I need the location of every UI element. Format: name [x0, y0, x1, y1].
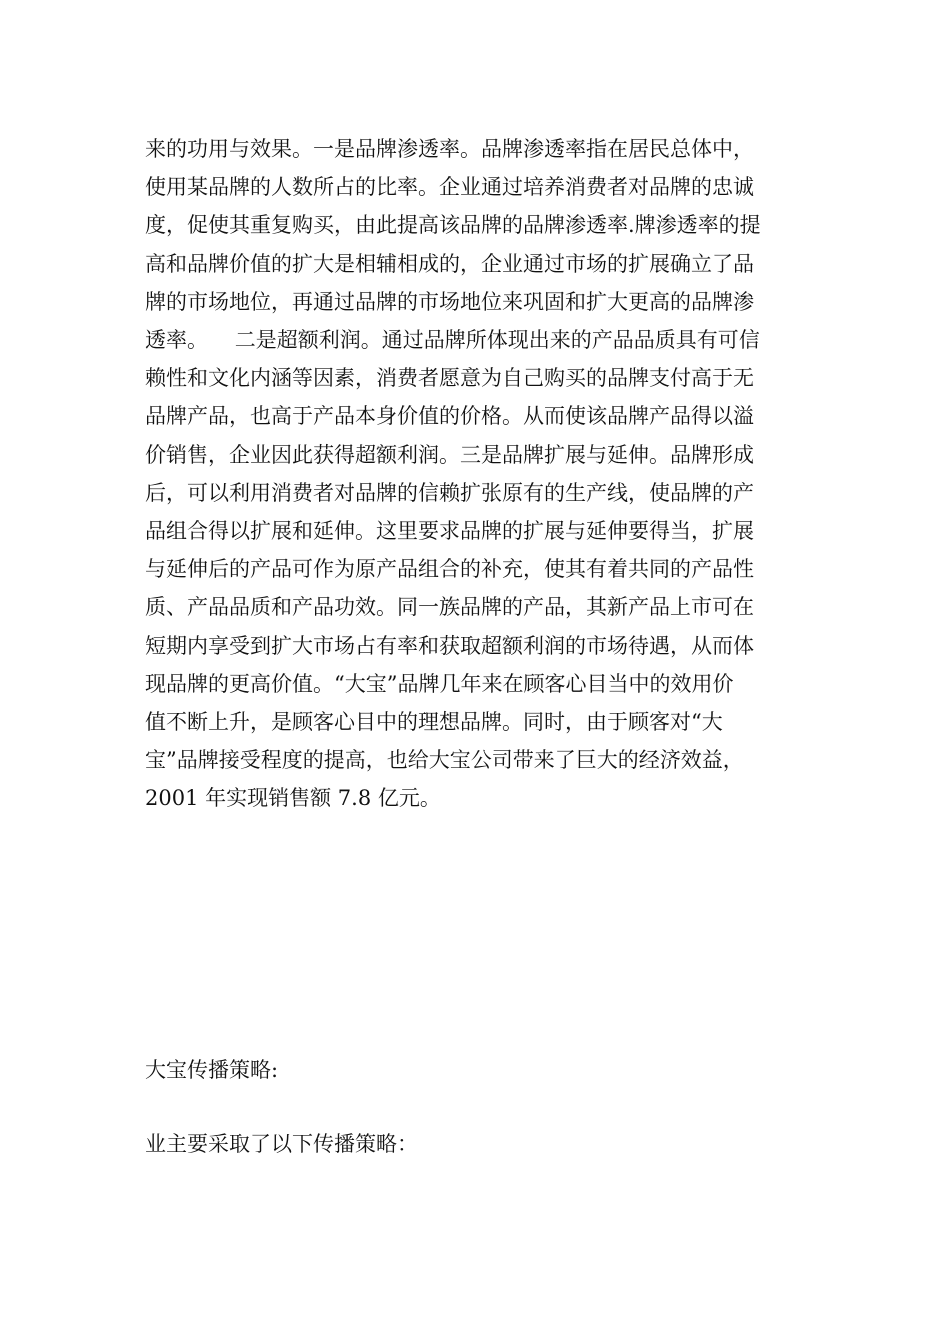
paragraph-line-9: 价销售，企业因此获得超额利润。三是品牌扩展与延伸。品牌形成: [145, 442, 754, 467]
paragraph-line-1: 来的功用与效果。一是品牌渗透率。品牌渗透率指在居民总体中，: [145, 137, 754, 161]
section-heading-strategy: 大宝传播策略:: [145, 1058, 279, 1082]
paragraph-line-5: 牌的市场地位，再通过品牌的市场地位来巩固和扩大更高的品牌渗: [145, 289, 754, 314]
paragraph-line-17: 宝”品牌接受程度的提高，也给大宝公司带来了巨大的经济效益，: [145, 748, 744, 773]
paragraph-line-2: 使用某品牌的人数所占的比率。企业通过培养消费者对品牌的忠诚: [145, 175, 754, 200]
body-paragraph: [145, 130, 810, 818]
paragraph-line-4: 高和品牌价值的扩大是相辅相成的，企业通过市场的扩展确立了品: [145, 251, 754, 276]
paragraph-line-3: 度，促使其重复购买，由此提高该品牌的品牌渗透率.牌渗透率的提: [145, 213, 761, 238]
paragraph-line-15: 现品牌的更高价值。“大宝”品牌几年来在顾客心目当中的效用价: [145, 671, 734, 696]
section-intro-line: 业主要采取了以下传播策略：: [145, 1132, 418, 1156]
paragraph-line-18: 2001 年实现销售额 7.8 亿元。: [145, 786, 441, 811]
paragraph-line-7: 赖性和文化内涵等因素，消费者愿意为自己购买的品牌支付高于无: [145, 366, 754, 391]
paragraph-line-16: 值不断上升，是顾客心目中的理想品牌。同时，由于顾客对“大: [145, 710, 723, 735]
paragraph-line-12: 与延伸后的产品可作为原产品组合的补充，使其有着共同的产品性: [145, 557, 754, 582]
paragraph-line-13: 质、产品品质和产品功效。同一族品牌的产品，其新产品上市可在: [145, 595, 754, 620]
paragraph-line-11: 品组合得以扩展和延伸。这里要求品牌的扩展与延伸要得当，扩展: [145, 519, 754, 544]
paragraph-line-14: 短期内享受到扩大市场占有率和获取超额利润的市场待遇，从而体: [145, 633, 754, 658]
paragraph-line-10: 后，可以利用消费者对品牌的信赖扩张原有的生产线，使品牌的产: [145, 480, 754, 505]
paragraph-line-6: 透率。 二是超额利润。通过品牌所体现出来的产品品质具有可信: [145, 328, 760, 353]
paragraph-line-8: 品牌产品，也高于产品本身价值的价格。从而使该品牌产品得以溢: [145, 404, 754, 429]
